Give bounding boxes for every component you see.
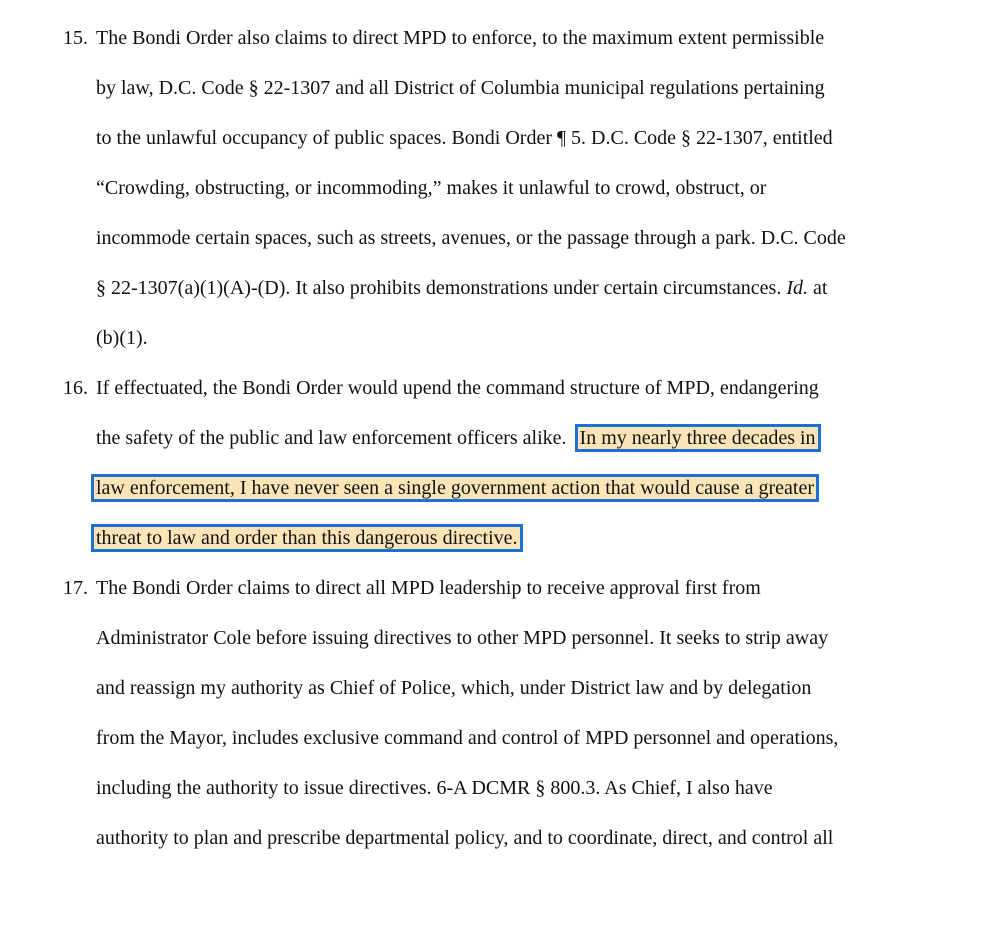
text-line: to the unlawful occupancy of public spaces. Bondi Order ¶ 5. D.C. Code § 22-1307, entitled	[96, 127, 833, 149]
citation-id: Id.	[786, 277, 809, 299]
text-line: and reassign my authority as Chief of Police, which, under District law and by delegation	[96, 677, 812, 699]
text-line	[96, 423, 818, 453]
text-segment: § 22-1307(a)(1)(A)-(D). It also prohibits demonstrations under certain circumstances.	[96, 277, 782, 299]
text-line	[94, 523, 520, 553]
text-segment: the safety of the public and law enforcement officers alike.	[96, 427, 567, 449]
text-line: The Bondi Order claims to direct all MPD leadership to receive approval first from	[96, 577, 761, 599]
text-line: (b)(1).	[96, 327, 148, 349]
text-line	[96, 273, 827, 303]
paragraph-number: 16.	[63, 377, 88, 399]
text-line: authority to plan and prescribe departmental policy, and to coordinate, direct, and control all	[96, 827, 834, 849]
paragraph-number: 15.	[63, 27, 88, 49]
text-line: by law, D.C. Code § 22-1307 and all District of Columbia municipal regulations pertaining	[96, 77, 825, 99]
highlighted-quote-part-2: law enforcement, I have never seen a single government action that would cause a greater	[96, 477, 815, 499]
highlighted-quote-part-3: threat to law and order than this dangerous directive.	[96, 527, 518, 549]
text-line: including the authority to issue directives. 6-A DCMR § 800.3. As Chief, I also have	[96, 777, 773, 799]
text-line: “Crowding, obstructing, or incommoding,” makes it unlawful to crowd, obstruct, or	[96, 177, 767, 199]
text-line	[94, 473, 816, 503]
text-line: The Bondi Order also claims to direct MPD to enforce, to the maximum extent permissible	[96, 27, 825, 49]
text-segment: at	[813, 277, 828, 299]
text-line: Administrator Cole before issuing directives to other MPD personnel. It seeks to strip away	[96, 627, 829, 649]
paragraph-number: 17.	[63, 577, 88, 599]
text-line: incommode certain spaces, such as streets, avenues, or the passage through a park. D.C. Code	[96, 227, 846, 249]
highlighted-quote-part-1: In my nearly three decades in	[579, 427, 816, 449]
text-line: from the Mayor, includes exclusive command and control of MPD personnel and operations,	[96, 727, 839, 749]
text-line: If effectuated, the Bondi Order would upend the command structure of MPD, endangering	[96, 377, 819, 399]
